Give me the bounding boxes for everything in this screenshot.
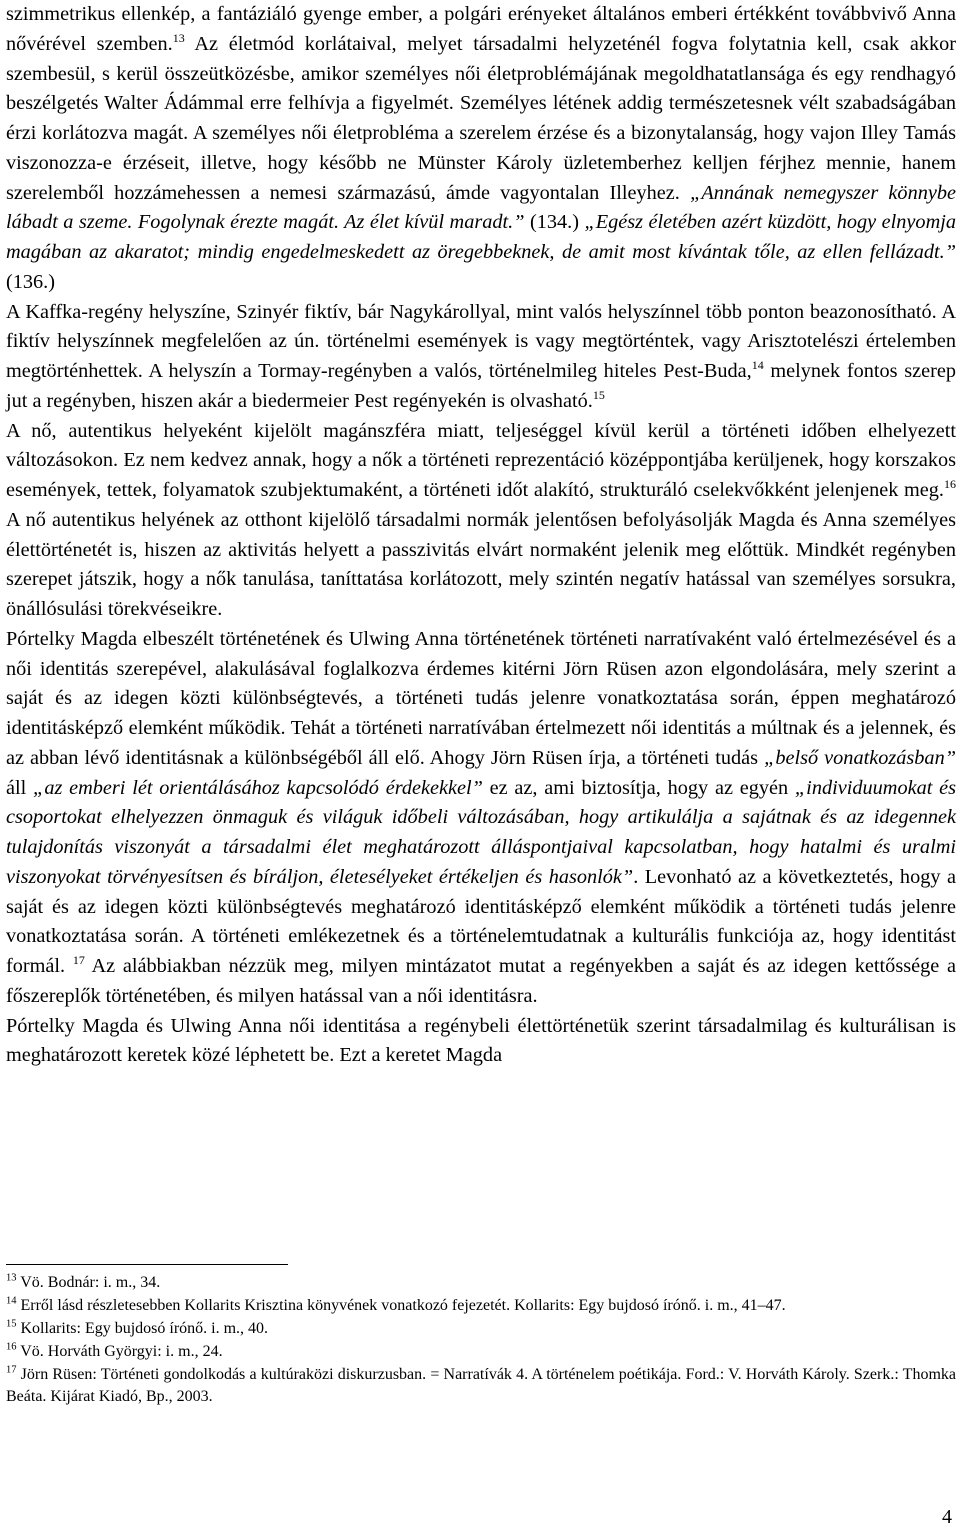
text-run: szimmetrikus ellenkép, a fantáziáló gyenge ember, a polgári erényeket általános emberi értékként továbbvivő Anna nővérével szemben.: [6, 3, 956, 55]
footnote-text: Jörn Rüsen: Történeti gondolkodás a kultúraközi diskurzusban. = Narratívák 4. A történelem poétikája. Ford.: V. Horváth Károly. Szerk.: Thomka Beáta. Kijárat Kiadó, Bp., 2003.: [6, 1366, 956, 1405]
text-run: Pórtelky Magda elbeszélt történetének és Ulwing Anna történetének történeti narratívaként való értelmezésével és a női identitás szerepével, alakulásával foglalkozva érdemes kitérni Jörn Rüsen azon elgondolására, mely szerint a saját és az idegen közti különbségtevés, a történeti tudás jelenre vonatkoztatása során, éppen meghatározó identitásképző elemként működik. Tehát a történeti narratívában értelmezett női identitás a múltnak és a jelennek, és az abban lévő identitásnak a különbségéből áll elő. Ahogy Jörn Rüsen írja, a történeti tudás: [6, 627, 956, 769]
footnote-reference: 17: [72, 953, 85, 968]
quoted-text: „Annának nemegyszer könnybe lábadt a szeme. Fogolynak érezte magát. Az élet kívül maradt.”: [6, 181, 957, 234]
text-run: Az életmód korlátaival, melyet társadalmi helyzeténél fogva folytatnia kell, csak akkor szembesül, s kerül összeütközésbe, amikor személyes női életproblémájának megoldhatatlansága és egy rendhagyó beszélgetés Walter Ádámmal erre felhívja a figyelmét. Személyes létének addig természetesnek vélt szabadságában érzi korlátozva magát. A személyes női életprobléma a szerelem érzése és a bizonytalanság, hogy vajon Illey Tamás viszonozza-e érzéseit, illetve, hogy később ne Münster Károly üzletemberhez kelljen férjhez mennie, hanem szerelemből hozzámehessen a nemesi származású, ámde vagyontalan Illeyhez.: [6, 32, 956, 204]
text-run: áll: [6, 776, 34, 799]
footnote-reference: 15: [592, 387, 605, 402]
footnote: [6, 1318, 956, 1340]
text-run: (136.): [6, 270, 55, 293]
footnote-text: Vö. Horváth Györgyi: i. m., 24.: [16, 1343, 223, 1361]
footnote-number: 17: [6, 1365, 17, 1377]
footnote-separator: [6, 1264, 288, 1265]
footnote-number: 15: [6, 1318, 17, 1330]
text-run: A Kaffka-regény helyszíne, Szinyér fiktív, bár Nagykárollyal, mint valós helyszínnel több ponton beazonosítható. A fiktív helyszínnek megfelelően az ún. történelmi események is vagy megtörténtek, vagy Arisztotelészi értelemben megtörténhettek. A helyszín a Tormay-regényben a valós, történelmileg hiteles Pest-Buda,: [6, 300, 956, 382]
paragraph: [6, 625, 956, 1012]
footnote-text: Vö. Bodnár: i. m., 34.: [16, 1274, 161, 1291]
footnote: [6, 1295, 956, 1317]
footnote-number: 13: [6, 1272, 17, 1284]
footnote-reference: 14: [751, 358, 764, 373]
footnote-number: 16: [6, 1341, 17, 1353]
footnote-number: 14: [6, 1295, 17, 1307]
paragraph: [6, 0, 956, 298]
footnote: [6, 1272, 956, 1294]
footnote: [6, 1341, 956, 1363]
footnote-text: Erről lásd részletesebben Kollarits Krisztina könyvének vonatkozó fejezetét. Kollarits: Egy bujdosó írónő. i. m., 41–47.: [16, 1297, 786, 1315]
text-run: A nő autentikus helyének az otthont kijelölő társadalmi normák jelentősen befolyásolják Magda és Anna személyes élettörténetét is, hiszen az aktivitás helyett a passzivitás elvárt normaként jelenik meg előttük. Mindkét regényben szerepet játszik, hogy a nők tanulása, taníttatása korlátozott, mely szintén negatív hatással van személyes sorsukra, önállósulási törekvéseikre.: [6, 508, 956, 620]
footnote: [6, 1364, 956, 1407]
footnote-reference: 16: [944, 477, 956, 492]
footnote-reference: 13: [172, 30, 185, 45]
paragraph: [6, 1012, 956, 1072]
text-run: . Levonható az a következtetés, hogy a saját és az idegen közti különbségtevés meghatározó identitásképző elemként működik a történeti tudás jelenre vonatkoztatása során. A történeti emlékezetnek és a történelemtudatnak a kulturális funkciója az, hogy identitást formál.: [6, 865, 956, 977]
quoted-text: „belső vonatkozásban”: [764, 746, 956, 769]
text-run: ez az, ami biztosítja, hogy az egyén: [482, 776, 795, 799]
paragraph: [6, 298, 956, 417]
page-number: 4: [942, 1506, 952, 1528]
footnote-text: Kollarits: Egy bujdosó írónő. i. m., 40.: [16, 1320, 269, 1338]
paragraph: [6, 417, 956, 625]
quoted-text: „individuumokat és csoportokat elhelyezzen önmaguk és világuk időbeli változásában, hogy artikulálja a sajátnak és az idegennek tulajdonítás viszonyát a társadalmi élet meghatározott álláspontjaival kapcsolatban, hogy hatalmi és uralmi viszonyokat törvényesítsen és bíráljon, életesélyeket értékeljen és hasonlók”: [6, 776, 957, 888]
text-run: Pórtelky Magda és Ulwing Anna női identitása a regénybeli élettörténetük szerint társadalmilag és kulturálisan is meghatározott keretek közé léphetett be. Ezt a keretet Magda: [6, 1014, 956, 1067]
text-run: Az alábbiakban nézzük meg, milyen mintázatot mutat a regényekben a saját és az idegen kettőssége a főszereplők történetében, és milyen hatással van a női identitásra.: [6, 955, 956, 1007]
quoted-text: „az emberi lét orientálásához kapcsolódó érdekekkel”: [33, 776, 483, 799]
text-run: (134.): [524, 211, 585, 234]
footnotes: [6, 1272, 956, 1409]
quoted-text: „Egész életében azért küzdött, hogy elnyomja magában az akaratot; mindig engedelmeskedett az öregebbeknek, de amit most kívántak tőle, az ellen fellázadt.”: [6, 211, 956, 263]
text-run: melynek fontos szerep jut a regényben, hiszen akár a biedermeier Pest regényekén is olvasható.: [6, 360, 956, 412]
main-text: [6, 0, 956, 1071]
text-run: A nő, autentikus helyeként kijelölt magánszféra miatt, teljeséggel kívül kerül a történeti időben elhelyezett változásokon. Ez nem kedvez annak, hogy a nők a történeti reprezentáció középpontjába kerüljenek, hogy korszakos események, tettek, folyamatok szubjektumaként, a történeti időt alakító, strukturáló cselekvőkként jelenjenek meg.: [6, 419, 956, 501]
